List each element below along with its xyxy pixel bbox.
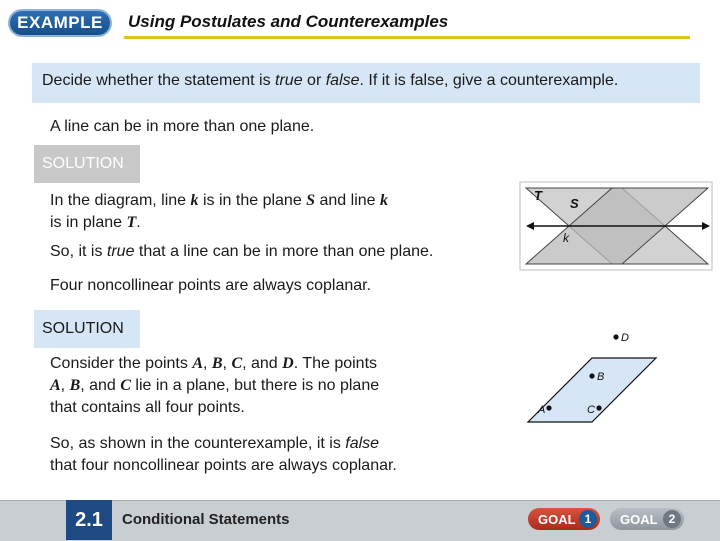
conclusion-1: So, it is true that a line can be in more than one plane. xyxy=(50,243,434,260)
label-C: C xyxy=(587,404,595,416)
goal-2-label: GOAL xyxy=(620,511,658,527)
section-number-badge: 2.1 xyxy=(66,500,112,540)
goal-2-number: 2 xyxy=(663,510,681,528)
conclusion-2: So, as shown in the counterexample, it is false that four noncollinear points are always coplanar. xyxy=(50,435,397,474)
goal-2-button[interactable] xyxy=(610,508,684,530)
goal-1-button[interactable] xyxy=(528,508,600,530)
label-T: T xyxy=(534,188,542,203)
label-S: S xyxy=(570,196,579,211)
solution-label-2: SOLUTION xyxy=(34,310,140,348)
statement-1: A line can be in more than one plane. xyxy=(50,118,315,135)
section-title: Conditional Statements xyxy=(122,511,290,528)
example-badge: EXAMPLE xyxy=(8,9,112,37)
label-D: D xyxy=(621,332,629,344)
lesson-title: Using Postulates and Counterexamples xyxy=(128,12,449,31)
point-C xyxy=(596,405,601,410)
explanation-1: In the diagram, line k is in the plane S and line k is in plane T. xyxy=(50,192,388,231)
intersecting-planes-diagram xyxy=(518,180,714,272)
solution-label-1: SOLUTION xyxy=(34,145,140,183)
prompt-text: Decide whether the statement is true or false. If it is false, give a counterexample. xyxy=(42,72,619,89)
statement-2: Four noncollinear points are always coplanar. xyxy=(50,277,372,294)
point-D xyxy=(613,334,618,339)
point-B xyxy=(589,373,594,378)
label-B: B xyxy=(597,371,605,383)
goal-1-number: 1 xyxy=(579,510,597,528)
label-k: k xyxy=(563,231,569,245)
noncoplanar-points-diagram xyxy=(520,326,660,428)
label-A: A xyxy=(538,404,546,416)
title-rule xyxy=(124,36,690,39)
goal-1-label: GOAL xyxy=(538,511,576,527)
explanation-2: Consider the points A, B, C, and D. The points A, B, and C lie in a plane, but there is no plane that contains all four points. xyxy=(50,355,380,416)
point-A xyxy=(546,405,551,410)
